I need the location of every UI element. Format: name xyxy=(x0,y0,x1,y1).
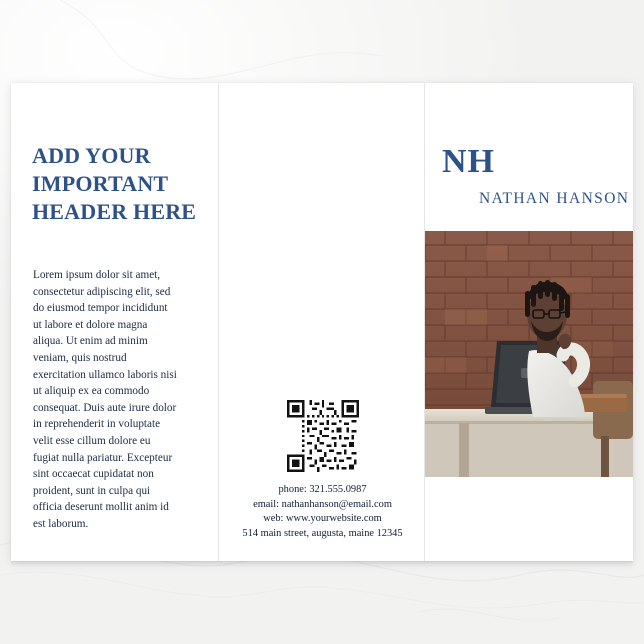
person-name: NATHAN HANSON xyxy=(479,190,630,207)
panel-right xyxy=(425,83,633,561)
panel-middle xyxy=(218,83,425,561)
headline-text: ADD YOUR IMPORTANT HEADER HERE xyxy=(32,143,197,224)
contact-web: web: www.yourwebsite.com xyxy=(263,513,382,525)
contact-block xyxy=(229,483,416,541)
portrait-photo xyxy=(425,231,633,477)
document-shadow xyxy=(11,561,633,567)
contact-email: email: nathanhanson@email.com xyxy=(253,498,392,510)
panel-left xyxy=(11,83,218,561)
contact-phone: phone: 321.555.0987 xyxy=(278,484,367,495)
qr-code-icon xyxy=(287,400,359,472)
monogram-initials: NH xyxy=(442,143,495,180)
body-paragraph: Lorem ipsum dolor sit amet, consectetur adipiscing elit, sed do eiusmod tempor incididunt ut labore et dolore magna aliqua. Ut enim ad minim veniam, quis nostrud exercitation ullamco laboris nisi ut aliquip ex ea commodo consequat. Duis aute irure dolor in reprehenderit in voluptate velit esse cillum dolore eu fugiat nulla pariatur. Excepteur sint occaecat cupidatat non proident, sunt in culpa qui officia deserunt mollit anim id est laborum. xyxy=(33,269,177,530)
contact-address: 514 main street, augusta, maine 12345 xyxy=(242,527,403,539)
brochure-document xyxy=(11,83,633,561)
photo-illustration xyxy=(425,231,633,477)
qr-code-graphic xyxy=(287,400,359,472)
